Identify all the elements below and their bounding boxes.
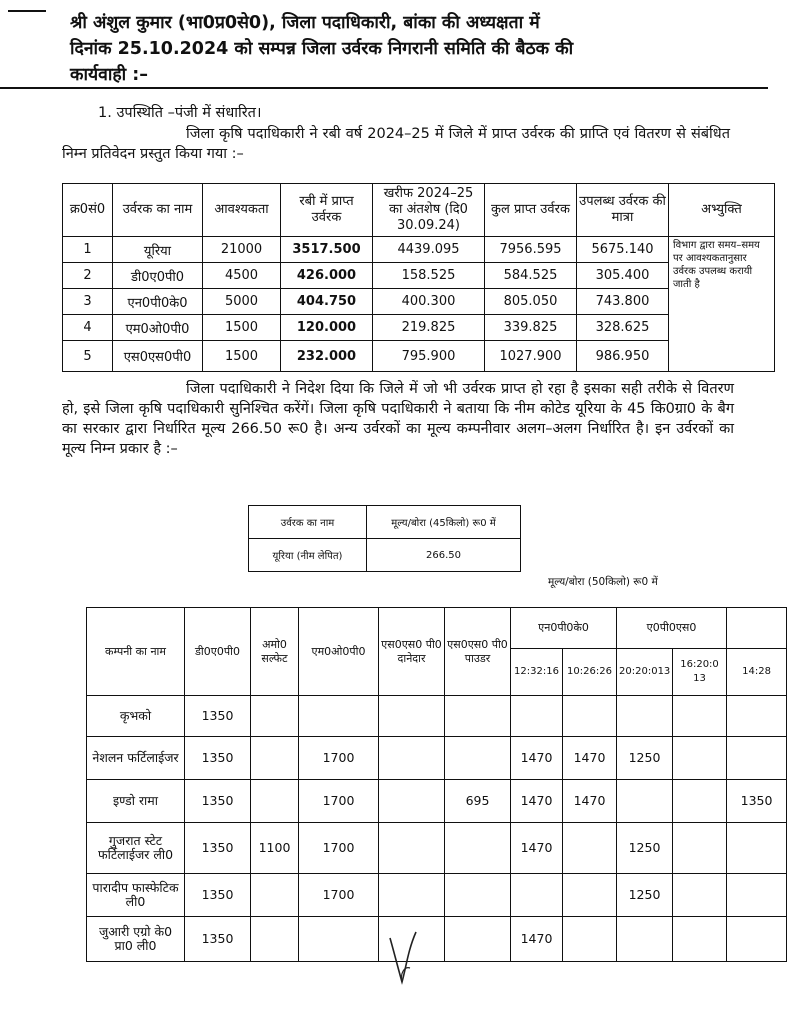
table-row xyxy=(63,263,775,289)
cell xyxy=(563,823,617,874)
cell: 16:20:0 13 xyxy=(673,649,727,696)
table-row xyxy=(87,737,787,780)
cell: 1500 xyxy=(203,341,281,372)
table-row xyxy=(87,780,787,823)
cell xyxy=(563,874,617,917)
cell: 305.400 xyxy=(577,263,669,289)
table-header-row xyxy=(249,506,521,539)
cell xyxy=(727,823,787,874)
cell: 805.050 xyxy=(485,289,577,315)
cell: 266.50 xyxy=(367,539,521,572)
cell: 1 xyxy=(63,237,113,263)
table-row xyxy=(63,341,775,372)
cell xyxy=(251,917,299,962)
heading-line-3: कार्यवाही :– xyxy=(70,65,149,85)
heading-divider xyxy=(0,87,768,89)
cell: एस0एस0पी0 xyxy=(113,341,203,372)
cell xyxy=(379,696,445,737)
cell: एन0पी0के0 xyxy=(511,608,617,649)
cell: मूल्य/बोरा (45किलो) रू0 में xyxy=(367,506,521,539)
cell xyxy=(727,737,787,780)
cell: एस0एस0 पी0 दानेदार xyxy=(379,608,445,696)
cell xyxy=(445,874,511,917)
cell: 1700 xyxy=(299,823,379,874)
cell: 120.000 xyxy=(281,315,373,341)
heading-line-1: श्री अंशुल कुमार (भा0प्र0से0), जिला पदाधिकारी, बांका की अध्यक्षता में xyxy=(70,13,540,33)
cell xyxy=(379,780,445,823)
cell: एन0पी0के0 xyxy=(113,289,203,315)
table-row xyxy=(63,315,775,341)
cell xyxy=(563,696,617,737)
cell: डी0ए0पी0 xyxy=(113,263,203,289)
cell xyxy=(511,874,563,917)
col-requirement: आवश्यकता xyxy=(203,184,281,237)
cell: 4 xyxy=(63,315,113,341)
table-row xyxy=(249,539,521,572)
cell: 3517.500 xyxy=(281,237,373,263)
remarks-cell: विभाग द्वारा समय–समय पर आवश्यकतानुसार उर्वरक उपलब्ध करायी जाती है xyxy=(669,237,775,372)
cell: 5675.140 xyxy=(577,237,669,263)
cell: गुजरात स्टेट फर्टिलाईजर ली0 xyxy=(87,823,185,874)
cell xyxy=(727,696,787,737)
cell: डी0ए0पी0 xyxy=(185,608,251,696)
cell: 10:26:26 xyxy=(563,649,617,696)
price-table-caption: मूल्य/बोरा (50किलो) रू0 में xyxy=(548,576,658,588)
cell: 1350 xyxy=(185,917,251,962)
cell xyxy=(673,823,727,874)
table-row xyxy=(87,917,787,962)
cell: 1250 xyxy=(617,737,673,780)
cell: 986.950 xyxy=(577,341,669,372)
cell: 4439.095 xyxy=(373,237,485,263)
cell: 1470 xyxy=(511,917,563,962)
signature-mark xyxy=(384,928,424,988)
cell: 4500 xyxy=(203,263,281,289)
cell xyxy=(617,917,673,962)
cell: कृभको xyxy=(87,696,185,737)
table-row xyxy=(87,823,787,874)
cell: 1470 xyxy=(563,780,617,823)
cell: यूरिया xyxy=(113,237,203,263)
cell: 21000 xyxy=(203,237,281,263)
cell: 3 xyxy=(63,289,113,315)
cell xyxy=(563,917,617,962)
cell: 158.525 xyxy=(373,263,485,289)
fertilizer-report-table xyxy=(62,183,775,372)
cell: 795.900 xyxy=(373,341,485,372)
cell xyxy=(251,874,299,917)
cell: 20:20:013 xyxy=(617,649,673,696)
cell xyxy=(673,737,727,780)
col-rabi-received: रबी में प्राप्त उर्वरक xyxy=(281,184,373,237)
cell: 2 xyxy=(63,263,113,289)
top-margin-mark xyxy=(8,10,46,12)
cell: 1350 xyxy=(185,780,251,823)
urea-price-table xyxy=(248,505,521,572)
cell: 219.825 xyxy=(373,315,485,341)
cell: 743.800 xyxy=(577,289,669,315)
cell: ए0पी0एस0 xyxy=(617,608,727,649)
cell: 1250 xyxy=(617,874,673,917)
cell: 1350 xyxy=(727,780,787,823)
cell: नेशलन फर्टिलाईजर xyxy=(87,737,185,780)
cell: 1700 xyxy=(299,737,379,780)
company-price-table xyxy=(86,607,787,962)
cell: 1350 xyxy=(185,737,251,780)
cell: उर्वरक का नाम xyxy=(249,506,367,539)
table-header-row xyxy=(87,608,787,649)
table-row xyxy=(87,696,787,737)
cell xyxy=(673,696,727,737)
cell: 1470 xyxy=(511,737,563,780)
cell: 1350 xyxy=(185,696,251,737)
col-serial: क्र0सं0 xyxy=(63,184,113,237)
cell: 1350 xyxy=(185,823,251,874)
col-fertilizer: उर्वरक का नाम xyxy=(113,184,203,237)
cell: 1700 xyxy=(299,780,379,823)
table-header-row xyxy=(63,184,775,237)
cell: 584.525 xyxy=(485,263,577,289)
cell: 1027.900 xyxy=(485,341,577,372)
cell: 328.625 xyxy=(577,315,669,341)
cell: 426.000 xyxy=(281,263,373,289)
cell: 232.000 xyxy=(281,341,373,372)
cell: कम्पनी का नाम xyxy=(87,608,185,696)
cell: 1250 xyxy=(617,823,673,874)
cell xyxy=(673,780,727,823)
cell xyxy=(727,874,787,917)
cell: यूरिया (नीम लेपित) xyxy=(249,539,367,572)
cell: 404.750 xyxy=(281,289,373,315)
cell: 1470 xyxy=(563,737,617,780)
cell xyxy=(445,696,511,737)
cell: इण्डो रामा xyxy=(87,780,185,823)
cell: एस0एस0 पी0 पाउडर xyxy=(445,608,511,696)
cell: 1470 xyxy=(511,823,563,874)
cell: एम0ओ0पी0 xyxy=(299,608,379,696)
cell: 1100 xyxy=(251,823,299,874)
cell xyxy=(251,696,299,737)
attendance-line: 1. उपस्थिति –पंजी में संधारित। xyxy=(98,105,262,121)
cell xyxy=(673,917,727,962)
table-row xyxy=(87,874,787,917)
cell: 5000 xyxy=(203,289,281,315)
cell xyxy=(299,696,379,737)
cell: अमो0 सल्फेट xyxy=(251,608,299,696)
cell: 12:32:16 xyxy=(511,649,563,696)
cell xyxy=(251,780,299,823)
cell xyxy=(379,874,445,917)
cell: पारादीप फास्फेटिक ली0 xyxy=(87,874,185,917)
table-row xyxy=(63,237,775,263)
cell xyxy=(673,874,727,917)
cell: 400.300 xyxy=(373,289,485,315)
cell xyxy=(379,737,445,780)
directive-paragraph: जिला पदाधिकारी ने निदेश दिया कि जिले में जो भी उर्वरक प्राप्त हो रहा है इसका सही तरीके से वितरण हो, इसे जिला कृषि पदाधिकारी सुनिश्चित करेंगें। जिला कृषि पदाधिकारी ने बताया कि नीम कोटेड यूरिया के 45 कि0ग्रा0 के बैग का सरकार द्वारा निर्धारित मूल्य 266.50 रू0 है। अन्य उर्वरकों का मूल्य कम्पनीवार अलग–अलग निर्धारित है। इन उर्वरकों का मूल्य निम्न प्रकार है :– xyxy=(62,381,734,457)
cell: एम0ओ0पी0 xyxy=(113,315,203,341)
cell: 695 xyxy=(445,780,511,823)
heading-line-2: दिनांक 25.10.2024 को सम्पन्न जिला उर्वरक निगरानी समिति की बैठक की xyxy=(70,39,574,59)
cell xyxy=(511,696,563,737)
cell xyxy=(617,696,673,737)
cell xyxy=(445,823,511,874)
cell xyxy=(251,737,299,780)
col-total-received: कुल प्राप्त उर्वरक xyxy=(485,184,577,237)
cell xyxy=(617,780,673,823)
cell xyxy=(727,917,787,962)
cell: 1700 xyxy=(299,874,379,917)
col-kharif-balance: खरीफ 2024–25 का अंतशेष (दि0 30.09.24) xyxy=(373,184,485,237)
cell: 7956.595 xyxy=(485,237,577,263)
cell: 14:28 xyxy=(727,649,787,696)
cell: 1470 xyxy=(511,780,563,823)
cell xyxy=(379,823,445,874)
col-remarks: अभ्युक्ति xyxy=(669,184,775,237)
cell xyxy=(445,737,511,780)
table-row xyxy=(63,289,775,315)
cell: 5 xyxy=(63,341,113,372)
cell: जुआरी एग्रो के0 प्रा0 ली0 xyxy=(87,917,185,962)
document-heading xyxy=(70,10,740,88)
col-available: उपलब्ध उर्वरक की मात्रा xyxy=(577,184,669,237)
cell xyxy=(299,917,379,962)
intro-paragraph: जिला कृषि पदाधिकारी ने रबी वर्ष 2024–25 में जिले में प्राप्त उर्वरक की प्राप्ति एवं वितरण से संबंधित निम्न प्रतिवेदन प्रस्तुत किया गया :– xyxy=(62,126,730,162)
cell: 339.825 xyxy=(485,315,577,341)
cell xyxy=(727,608,787,649)
cell xyxy=(445,917,511,962)
cell: 1350 xyxy=(185,874,251,917)
cell: 1500 xyxy=(203,315,281,341)
